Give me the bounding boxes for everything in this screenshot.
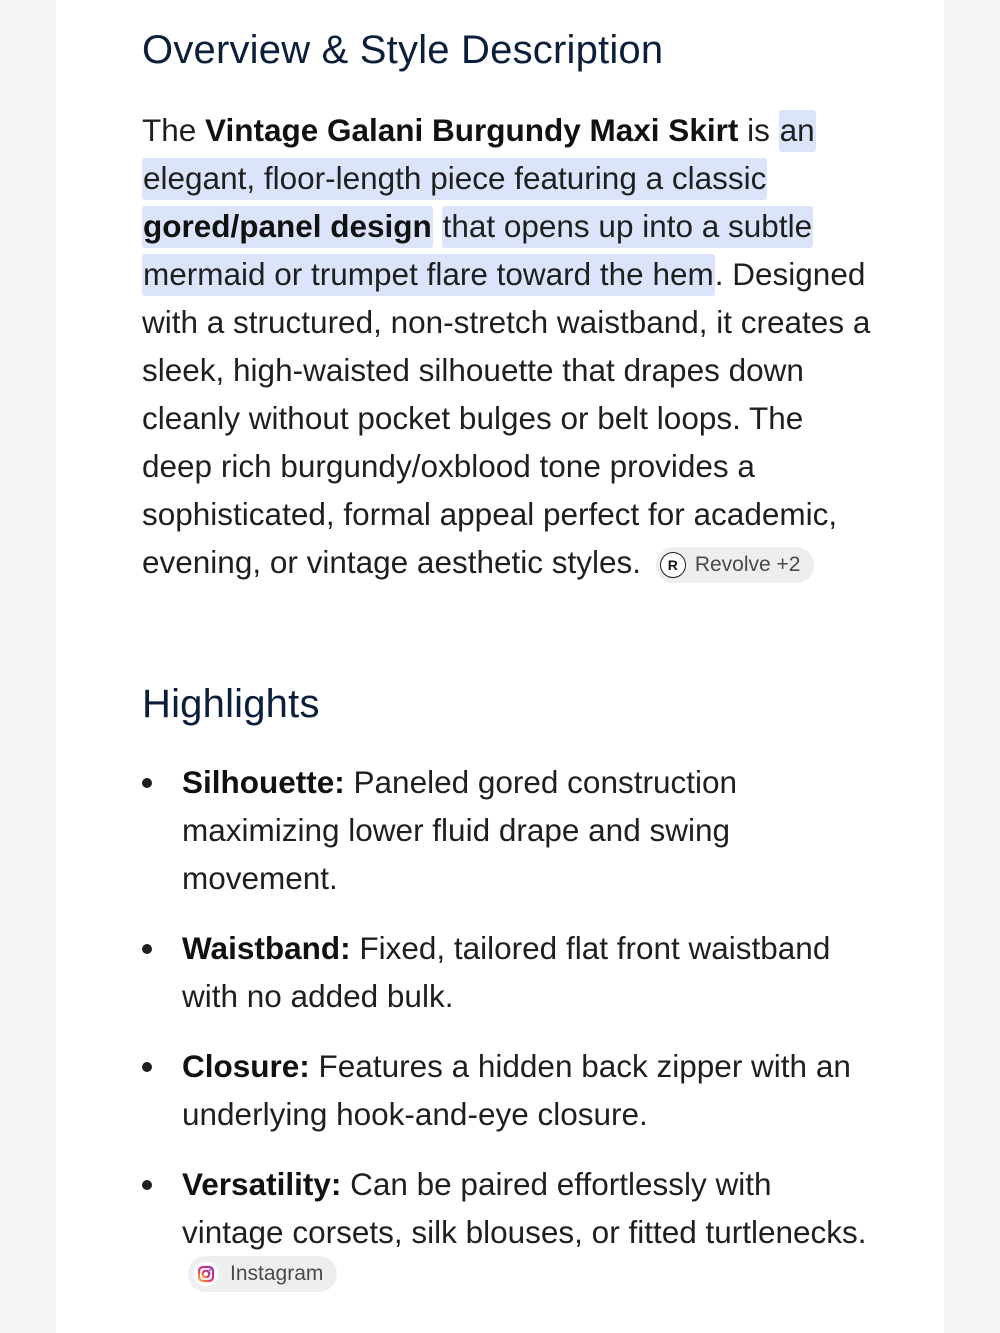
intro-the-text: The: [142, 112, 197, 148]
highlight-item-body: [182, 1042, 872, 1138]
instagram-icon: [192, 1260, 220, 1288]
highlight-text: Can be paired effortlessly with vintage corsets, silk blouses, or fitted turtlenecks.: [182, 1166, 867, 1250]
highlights-heading: Highlights: [142, 682, 320, 726]
highlight-label: Closure:: [182, 1048, 310, 1084]
highlight-text: Paneled gored construction maximizing lower fluid drape and swing movement.: [182, 764, 738, 896]
highlighted-bold-text[interactable]: gored/panel design: [142, 206, 433, 248]
source-chip-revolve[interactable]: [656, 547, 815, 583]
highlighted-text-part1[interactable]: an elegant, floor-length piece featuring a classic: [142, 110, 816, 200]
bullet-dot: [142, 944, 152, 954]
page-background: [56, 0, 944, 1333]
intro-is-text: is: [747, 112, 770, 148]
highlight-item-body: [182, 1160, 872, 1304]
highlighted-text-part2[interactable]: that opens up into a subtle mermaid or trumpet flare toward the hem: [142, 206, 813, 296]
source-chip-instagram-label: Instagram: [230, 1262, 324, 1285]
bullet-dot: [142, 1062, 152, 1072]
overview-paragraph: [142, 106, 882, 586]
highlight-label: Versatility:: [182, 1166, 342, 1202]
source-chip-revolve-label: Revolve +2: [694, 553, 801, 576]
product-name: Vintage Galani Burgundy Maxi Skirt: [205, 112, 739, 148]
period-text: .: [714, 256, 724, 292]
highlight-label: Silhouette:: [182, 764, 345, 800]
overview-body-text: Designed with a structured, non-stretch waistband, it creates a sleek, high-waisted silhouette that drapes down cleanly without pocket bulges or belt loops. The deep rich burgundy/oxblood tone provides a sophisticated, formal appeal perfect for academic, evening, or vintage aesthetic styles.: [142, 256, 871, 580]
revolve-logo-icon: R: [660, 552, 686, 578]
highlight-label: Waistband:: [182, 930, 351, 966]
highlight-text: Features a hidden back zipper with an underlying hook-and-eye closure.: [182, 1048, 851, 1132]
bullet-dot: [142, 778, 152, 788]
bullet-dot: [142, 1180, 152, 1190]
highlight-item-body: [182, 924, 872, 1020]
source-chip-instagram[interactable]: [188, 1256, 337, 1292]
highlight-item-body: [182, 758, 872, 902]
highlight-text: Fixed, tailored flat front waistband with no added bulk.: [182, 930, 831, 1014]
overview-heading: Overview & Style Description: [142, 28, 664, 72]
